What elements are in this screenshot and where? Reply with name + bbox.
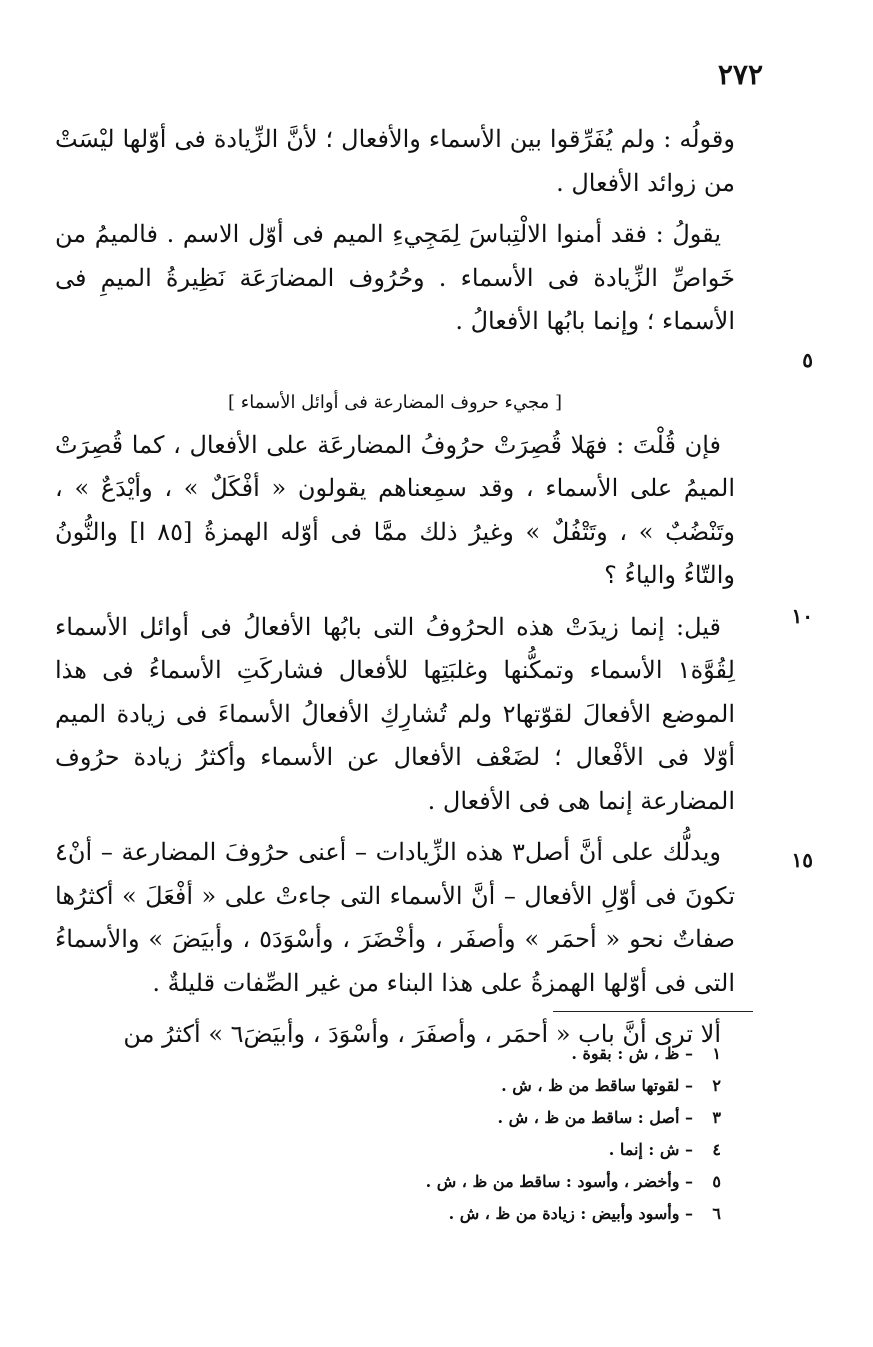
footnote: ٤– ش : إنما . xyxy=(608,1140,721,1159)
footnote: ١– ظ ، ش : بقوة . xyxy=(571,1044,721,1063)
footnotes xyxy=(221,1038,721,1230)
line-number-5: ٥ xyxy=(802,348,813,372)
section-heading: [ مجيء حروف المضارعة فى أوائل الأسماء ] xyxy=(228,391,562,413)
paragraph: يقولُ : فقد أمنوا الالْتِباسَ لِمَجِيءِ الميم فى أوّل الاسم . فالميمُ من خَواصِّ الزِّيادة فى الأسماء . وحُرُوف المضارَعَة نَظِيرةُ الميمِ فى الأسماء ؛ وإنما بابُها الأفعالُ . xyxy=(55,220,735,335)
main-text xyxy=(55,118,735,1057)
paragraph: ويدلُّك على أنَّ أصل٣ هذه الزِّيادات – أعنى حرُوفَ المضارعة – أنْ٤ تكونَ فى أوّلِ الأفعال – أنَّ الأسماء التى جاءتْ على « أفْعَلَ » أكثرُها صفاتٌ نحو « أحمَر » وأصفَر ، وأخْضَرَ ، وأسْوَدَ٥ ، وأبيَضَ » والأسماءُ التى فى أوّلها الهمزةُ على هذا البناء من غير الصِّفات قليلةٌ . xyxy=(55,838,735,997)
line-number-10: ١٠ xyxy=(791,604,813,628)
paragraph: ألا ترى أنَّ باب « أحمَر ، وأصفَرَ ، وأسْوَدَ ، وأبيَضَ٦ » أكثرُ من xyxy=(123,1020,721,1048)
paragraph: قيل: إنما زيدَتْ هذه الحرُوفُ التى بابُها الأفعالُ فى أوائل الأسماء لِقُوَّة١ الأسماء وتمكُّنها وغلبَتِها للأفعال فشاركَتِ الأسماءُ فى هذا الموضع الأفعالَ لقوّتها٢ ولم تُشارِكِ الأفعالُ الأسماءَ فى زيادة الميم أوّلا فى الأفْعال ؛ لضَعْف الأفعال عن الأسماء وأكثرُ زيادة حرُوف المضارعة إنما هى فى الأفعال . xyxy=(55,612,735,815)
footnote: ٣– أصل : ساقط من ظ ، ش . xyxy=(497,1108,721,1127)
footnote-divider xyxy=(553,1011,753,1012)
paragraph: فإن قُلْتَ : فهَلا قُصِرَتْ حرُوفُ المضارعَة على الأفعال ، كما قُصِرَتْ الميمُ على الأسماء ، وقد سمِعناهم يقولون « أفْكَلٌ » ، وأيْدَعٌ » ، وتَنْضُبٌ » ، وتَتْفُلٌ » وغيرُ ذلك ممَّا فى أوّله الهمزةُ [٨٥ ا] والنُّونُ والتّاءُ والياءُ ؟ xyxy=(55,430,736,589)
footnote: ٢– لقوتها ساقط من ظ ، ش . xyxy=(501,1076,721,1095)
line-number-15: ١٥ xyxy=(791,848,813,872)
footnote: ٥– وأخضر ، وأسود : ساقط من ظ ، ش . xyxy=(425,1172,721,1191)
footnote: ٦– وأسود وأبيض : زيادة من ظ ، ش . xyxy=(448,1204,721,1223)
paragraph: وقولُه : ولم يُفَرِّقوا بين الأسماء والأفعال ؛ لأنَّ الزِّيادة فى أوّلها ليْسَتْ من زوائد الأفعال . xyxy=(55,125,735,197)
page-number: ٢٧٢ xyxy=(717,58,763,91)
